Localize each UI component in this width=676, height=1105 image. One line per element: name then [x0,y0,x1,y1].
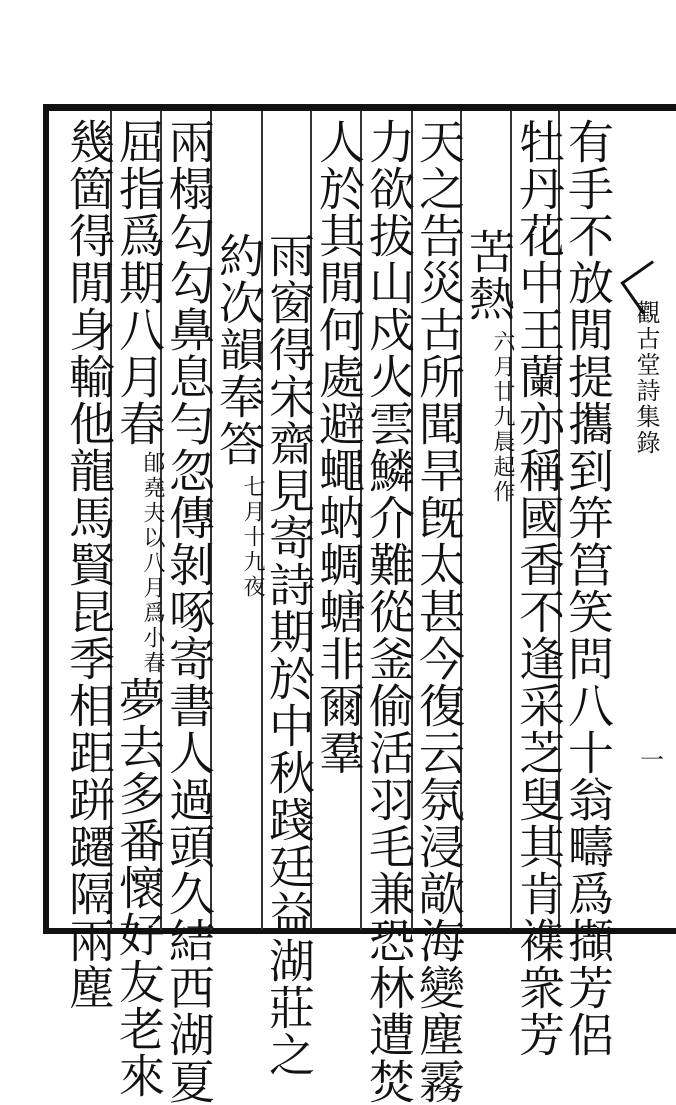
text-column [112,118,166,1099]
text-column: 天之告災古所聞旱旣太甚今復云氛浸歊海變塵霧 [412,118,466,1105]
text-column: 幾箇得閒身輸他龍馬賢昆季相距跰躚隔兩塵 [62,118,116,1011]
page-number: 一 [640,746,664,774]
poem-title-column: 雨窗得宋齋見寄詩期於中秋踐廷益湖莊之 [262,232,316,1078]
poem-title-column [214,232,264,1044]
margin-title: 觀古堂詩集錄 [632,300,660,456]
poem-title-end: 約次韻奉答 [212,232,266,467]
poem-date-note: 七月十九夜 [240,475,265,600]
poem-date-note: 六月廿九晨起作 [490,330,515,505]
text-column: 有手不放閒提攜到笄筥笑問八十翁疇爲擷芳侶 [561,118,615,1058]
text-segment: 屈指爲期八月春 [112,118,166,447]
text-column: 人於其閒何處避蠅蚋蜩螗非爾羣 [312,118,366,776]
poem-title: 苦熱 [462,228,516,322]
text-column: 牡丹花中王蘭亦稱國香不逢采芝叟其肯襍衆芳 [512,118,566,1058]
text-column: 力欲拔山戍火雲鱗介難從釜偷活羽毛兼恐林遭焚 [362,118,416,1105]
text-segment: 夢去多番懷好友老來 [112,676,166,1099]
inline-note: 郋堯夫以八月爲小春 [140,451,165,676]
poem-title-column [464,228,514,1040]
text-column: 兩榻勾勾鼻息勻忽傳剝啄寄書人過頭久結西湖夏 [162,118,216,1105]
